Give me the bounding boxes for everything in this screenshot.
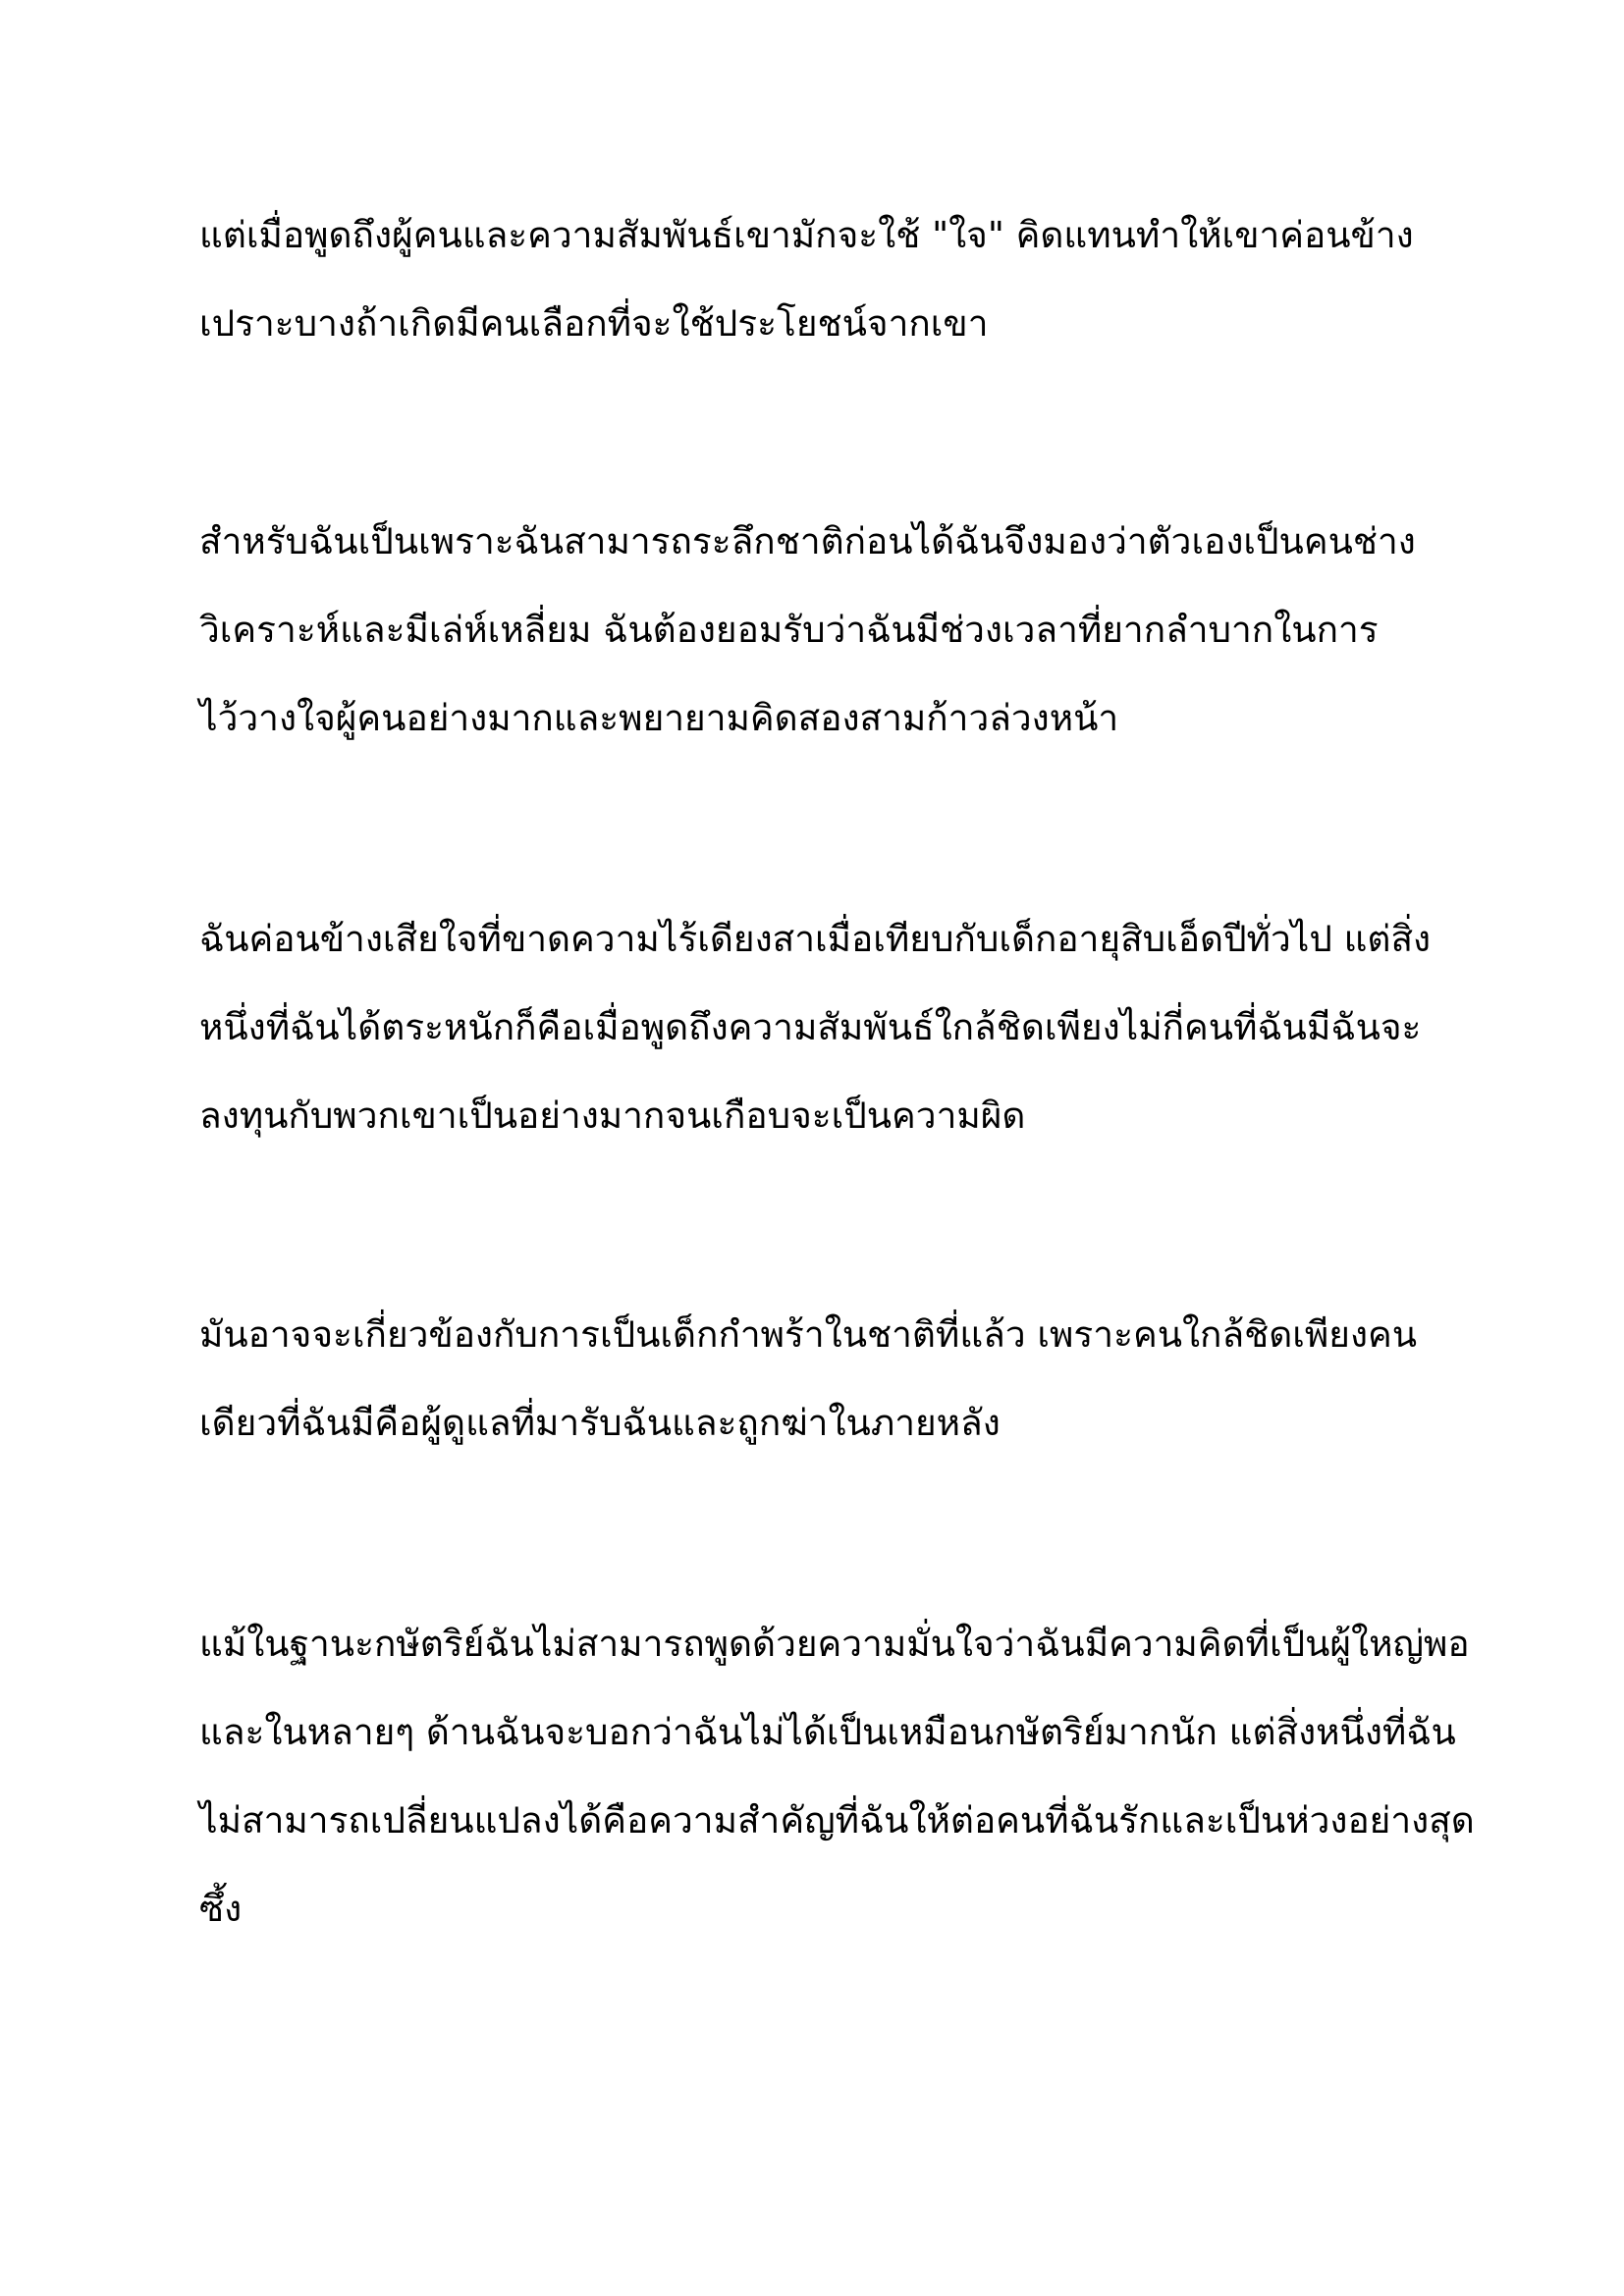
paragraph-line: แต่เมื่อพูดถึงผู้คนและความสัมพันธ์เขามักจะใช้ "ใจ" คิดแทนทำให้เขาค่อนข้าง bbox=[199, 214, 1414, 256]
paragraph-line: เปราะบางถ้าเกิดมีคนเลือกที่จะใช้ประโยชน์จากเขา bbox=[199, 302, 989, 345]
paragraph-line: สำหรับฉันเป็นเพราะฉันสามารถระลึกชาติก่อนได้ฉันจึงมองว่าตัวเองเป็นคนช่าง bbox=[199, 520, 1416, 562]
paragraph-3 bbox=[199, 895, 1476, 1160]
paragraph-line: หนึ่งที่ฉันได้ตระหนักก็คือเมื่อพูดถึงความสัมพันธ์ใกล้ชิดเพียงไม่กี่คนที่ฉันมีฉันจะ bbox=[199, 1006, 1422, 1048]
paragraph-line: และในหลายๆ ด้านฉันจะบอกว่าฉันไม่ได้เป็นเหมือนกษัตริย์มากนัก แต่สิ่งหนึ่งที่ฉัน bbox=[199, 1711, 1456, 1753]
paragraph-line: แม้ในฐานะกษัตริย์ฉันไม่สามารถพูดด้วยความมั่นใจว่าฉันมีความคิดที่เป็นผู้ใหญ่พอ bbox=[199, 1623, 1470, 1665]
paragraph-line: ไว้วางใจผู้คนอย่างมากและพยายามคิดสองสามก้าวล่วงหน้า bbox=[199, 697, 1119, 739]
paragraph-line: เดียวที่ฉันมีคือผู้ดูแลที่มารับฉันและถูกฆ่าในภายหลัง bbox=[199, 1402, 1001, 1444]
paragraph-line: ซึ้ง bbox=[199, 1888, 243, 1930]
paragraph-line: มันอาจจะเกี่ยวข้องกับการเป็นเด็กกำพร้าในชาติที่แล้ว เพราะคนใกล้ชิดเพียงคน bbox=[199, 1313, 1418, 1356]
paragraph-2 bbox=[199, 498, 1476, 763]
paragraph-line: วิเคราะห์และมีเล่ห์เหลี่ยม ฉันต้องยอมรับว่าฉันมีช่วงเวลาที่ยากลำบากในการ bbox=[199, 609, 1379, 651]
paragraph-5 bbox=[199, 1600, 1476, 1953]
paragraph-line: ฉันค่อนข้างเสียใจที่ขาดความไร้เดียงสาเมื่อเทียบกับเด็กอายุสิบเอ็ดปีทั่วไป แต่สิ่ง bbox=[199, 918, 1432, 960]
paragraph-1 bbox=[199, 191, 1476, 368]
paragraph-line: ไม่สามารถเปลี่ยนแปลงได้คือความสำคัญที่ฉันให้ต่อคนที่ฉันรักและเป็นห่วงอย่างสุด bbox=[199, 1799, 1475, 1842]
paragraph-line: ลงทุนกับพวกเขาเป็นอย่างมากจนเกือบจะเป็นความผิด bbox=[199, 1095, 1026, 1137]
paragraph-4 bbox=[199, 1291, 1476, 1468]
